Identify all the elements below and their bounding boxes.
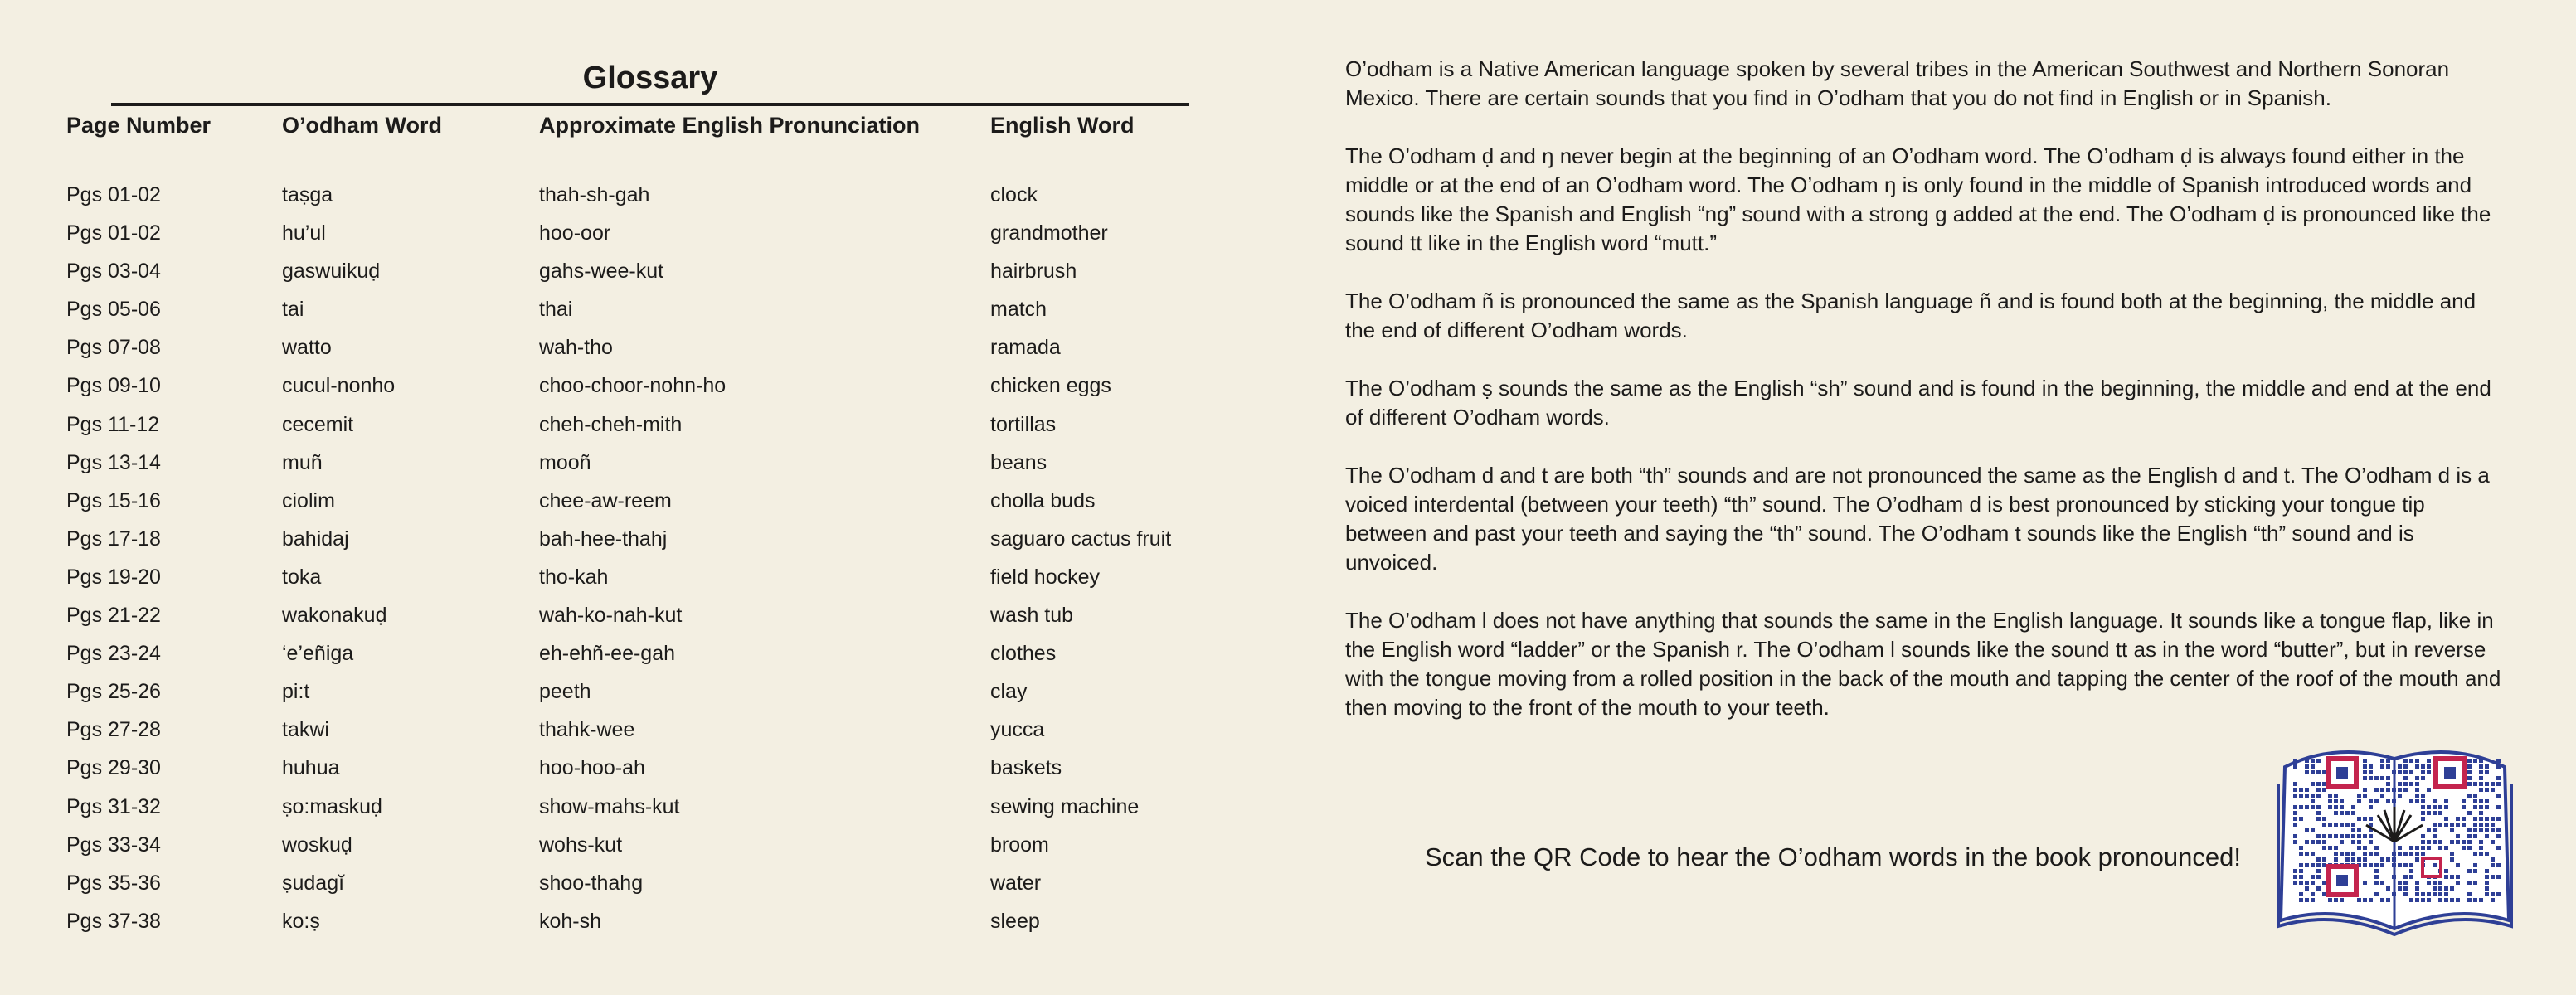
row-english-word: hairbrush (990, 260, 1077, 284)
row-english-word: sewing machine (990, 794, 1140, 818)
table-row (66, 749, 1194, 787)
table-row (66, 672, 1194, 711)
row-odham-word: ṣo:maskuḍ (282, 794, 382, 818)
row-page-number: Pgs 13-14 (66, 450, 161, 474)
row-odham-word: watto (282, 336, 332, 360)
row-pronunciation: shoo-thahg (539, 871, 644, 895)
row-english-word: grandmother (990, 221, 1108, 245)
note-paragraph-s-dot: The O’odham ṣ sounds the same as the English “sh” sound and is found in the beginning, the middle and end at the end of different O’odham words. (1345, 376, 2491, 430)
row-page-number: Pgs 37-38 (66, 909, 161, 933)
row-english-word: match (990, 298, 1047, 322)
row-odham-word: gaswuikuḍ (282, 260, 381, 284)
row-odham-word: huhua (282, 756, 340, 780)
row-page-number: Pgs 15-16 (66, 488, 161, 512)
row-english-word: ramada (990, 336, 1061, 360)
row-odham-word: bahidaj (282, 527, 349, 551)
row-english-word: beans (990, 450, 1047, 474)
row-page-number: Pgs 19-20 (66, 565, 161, 589)
row-pronunciation: wohs-kut (539, 832, 623, 857)
row-pronunciation: gahs-wee-kut (539, 260, 664, 284)
row-pronunciation: eh-ehñ-ee-gah (539, 642, 676, 666)
table-row (66, 788, 1194, 826)
table-row (66, 596, 1194, 634)
row-english-word: field hockey (990, 565, 1101, 589)
row-pronunciation: hoo-hoo-ah (539, 756, 645, 780)
col-english-word: English Word (990, 113, 1135, 138)
row-page-number: Pgs 01-02 (66, 183, 161, 206)
glossary-section (66, 58, 1194, 940)
row-page-number: Pgs 05-06 (66, 298, 161, 322)
row-page-number: Pgs 21-22 (66, 604, 161, 628)
table-row (66, 444, 1194, 482)
table-row (66, 214, 1194, 252)
row-odham-word: taṣga (282, 183, 333, 206)
row-english-word: wash tub (990, 604, 1074, 628)
table-row (66, 405, 1194, 444)
table-row (66, 634, 1194, 672)
row-english-word: sleep (990, 909, 1040, 933)
row-odham-word: cucul-nonho (282, 374, 396, 398)
row-odham-word: hu’ul (282, 221, 326, 245)
col-pronunciation: Approximate English Pronunciation (539, 113, 921, 138)
note-paragraph-d-ng: The O’odham ḍ and ŋ never begin at the beginning of an O’odham word. The O’odham ḍ is always found either in the middle or at the end of an O’odham word. The O’odham ŋ is only found in the middle of Spanish introduced words and sounds like the Spanish and English “ng” sound with a strong g added at the end. The O’odham ḍ is pronounced like the sound tt like in the English word “mutt.” (1345, 143, 2491, 255)
glossary-rows (66, 176, 1194, 940)
table-row (66, 290, 1194, 328)
row-pronunciation: thah-sh-gah (539, 183, 650, 206)
row-page-number: Pgs 09-10 (66, 374, 161, 398)
row-english-word: clothes (990, 642, 1057, 666)
table-row (66, 558, 1194, 596)
row-page-number: Pgs 31-32 (66, 794, 161, 818)
table-row (66, 520, 1194, 558)
note-paragraph-intro: O’odham is a Native American language spoken by several tribes in the American Southwest and Northern Sonoran Mexico. There are certain sounds that you find in O’odham that you do not find in English or in Spanish. (1345, 56, 2450, 110)
row-odham-word: muñ (282, 450, 323, 474)
row-english-word: water (990, 871, 1042, 895)
row-pronunciation: tho-kah (539, 565, 609, 589)
col-odham-word: O’odham Word (282, 113, 442, 138)
note-paragraph-l: The O’odham l does not have anything that sounds the same in the English language. It sounds like a tongue flap, like in the English word “ladder” or the Spanish r. The O’odham l sounds like the sound tt as in the word “butter”, but in reverse with the tongue moving from a rolled position in the back of the mouth and tapping the center of the roof of the mouth and then moving to the front of the mouth to your teeth. (1345, 608, 2501, 720)
scan-qr-caption: Scan the QR Code to hear the O’odham words in the book pronounced! (1425, 842, 2241, 871)
row-english-word: chicken eggs (990, 374, 1111, 398)
row-odham-word: ṣudagĭ (282, 871, 345, 895)
glossary-header (66, 113, 1194, 159)
row-odham-word: tai (282, 298, 304, 322)
row-page-number: Pgs 25-26 (66, 680, 161, 704)
row-pronunciation: cheh-cheh-mith (539, 412, 683, 436)
row-odham-word: cecemit (282, 412, 354, 436)
row-page-number: Pgs 17-18 (66, 527, 161, 551)
row-pronunciation: thahk-wee (539, 718, 635, 742)
row-pronunciation: chee-aw-reem (539, 488, 672, 512)
row-odham-word: ciolim (282, 488, 335, 512)
row-odham-word: ko:ṣ (282, 909, 320, 933)
row-page-number: Pgs 33-34 (66, 832, 161, 857)
row-english-word: clay (990, 680, 1028, 704)
row-odham-word: woskuḍ (282, 832, 352, 857)
row-pronunciation: mooñ (539, 450, 591, 474)
pronunciation-notes (1345, 55, 2508, 751)
row-pronunciation: wah-ko-nah-kut (539, 604, 683, 628)
row-odham-word: pi:t (282, 680, 310, 704)
row-english-word: baskets (990, 756, 1062, 780)
row-pronunciation: peeth (539, 680, 591, 704)
row-pronunciation: bah-hee-thahj (539, 527, 668, 551)
row-page-number: Pgs 23-24 (66, 642, 161, 666)
row-pronunciation: hoo-oor (539, 221, 611, 245)
row-pronunciation: show-mahs-kut (539, 794, 680, 818)
row-odham-word: toka (282, 565, 322, 589)
row-page-number: Pgs 27-28 (66, 718, 161, 742)
table-row (66, 328, 1194, 366)
table-row (66, 176, 1194, 214)
row-page-number: Pgs 01-02 (66, 221, 161, 245)
row-english-word: broom (990, 832, 1049, 857)
row-english-word: tortillas (990, 412, 1057, 436)
row-odham-word: takwi (282, 718, 329, 742)
row-page-number: Pgs 07-08 (66, 336, 161, 360)
row-english-word: clock (990, 183, 1038, 206)
row-pronunciation: koh-sh (539, 909, 602, 933)
table-row (66, 902, 1194, 940)
table-row (66, 252, 1194, 290)
row-page-number: Pgs 11-12 (66, 412, 160, 436)
row-english-word: saguaro cactus fruit (990, 527, 1172, 551)
col-page-number: Page Number (66, 113, 211, 138)
note-paragraph-d-t: The O’odham d and t are both “th” sounds and are not pronounced the same as the English d and t. The O’odham d is a voiced interdental (between your teeth) “th” sound. The O’odham d is best pronounced by sticking your tongue tip between and past your teeth and saying the “th” sound. The O’odham t sounds like the English “th” sound and is unvoiced. (1345, 463, 2490, 575)
note-paragraph-n-tilde: The O’odham ñ is pronounced the same as the Spanish language ñ and is found both at the beginning, the middle and the end of different O’odham words. (1345, 289, 2476, 342)
row-pronunciation: thai (539, 298, 573, 322)
row-pronunciation: choo-choor-nohn-ho (539, 374, 727, 398)
row-english-word: cholla buds (990, 488, 1096, 512)
row-pronunciation: wah-tho (539, 336, 613, 360)
glossary-title: Glossary (582, 61, 718, 95)
table-row (66, 711, 1194, 749)
row-odham-word: wakonakuḍ (282, 604, 387, 628)
row-page-number: Pgs 35-36 (66, 871, 161, 895)
table-row (66, 864, 1194, 902)
glossary-rule (111, 103, 1189, 106)
table-row (66, 482, 1194, 520)
table-row (66, 366, 1194, 405)
row-odham-word: ‘e’eñiga (282, 642, 354, 666)
row-english-word: yucca (990, 718, 1045, 742)
table-row (66, 826, 1194, 864)
row-page-number: Pgs 29-30 (66, 756, 161, 780)
row-page-number: Pgs 03-04 (66, 260, 161, 284)
qr-code-book-icon[interactable] (2277, 734, 2513, 937)
